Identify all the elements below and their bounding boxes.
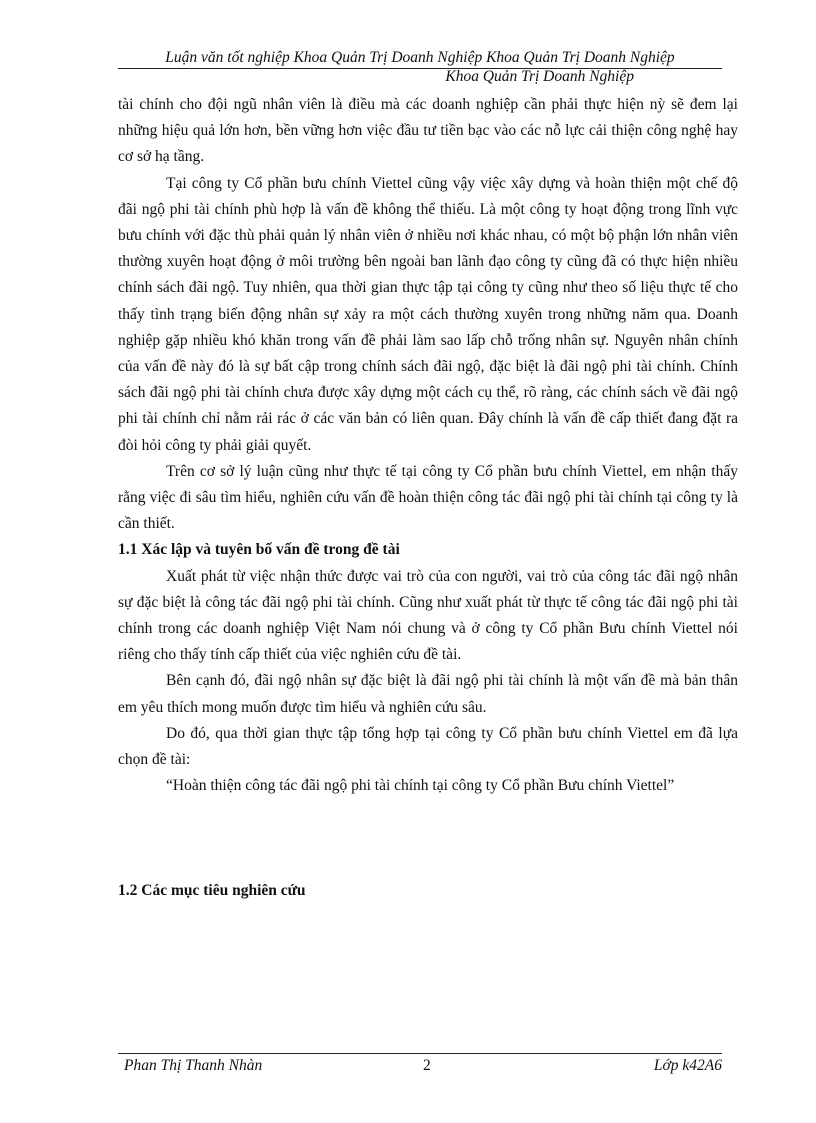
paragraph: Bên cạnh đó, đãi ngộ nhân sự đặc biệt là đãi ngộ phi tài chính là một vấn đề mà bản thân em yêu thích mong muốn được tìm hiểu và nghiên cứu sâu. — [118, 672, 738, 716]
thesis-title-quote: “Hoàn thiện công tác đãi ngộ phi tài chính tại công ty Cổ phần Bưu chính Viettel” — [166, 777, 675, 795]
paragraph: Xuất phát từ việc nhận thức được vai trò của con người, vai trò của công tác đãi ngộ nhân sự đặc biệt là công tác đãi ngộ phi tài chính. Cũng như xuất phát từ thực tế công tác đãi ngộ phi tài chính trong các doanh nghiệp Việt Nam nói chung và ở công ty Cổ phần Bưu chính Viettel nói riêng cho thấy tính cấp thiết của việc nghiên cứu đề tài. — [118, 567, 738, 664]
document-body — [118, 92, 738, 905]
header-line-2: Khoa Quản Trị Doanh Nghiệp — [445, 68, 634, 85]
footer-author: Phan Thị Thanh Nhàn — [124, 1057, 263, 1074]
page-number: 2 — [423, 1057, 431, 1074]
footer-class: Lớp k42A6 — [653, 1057, 722, 1074]
section-heading-1-1: 1.1 Xác lập và tuyên bố vấn đề trong đề tài — [118, 541, 400, 559]
paragraph: Do đó, qua thời gian thực tập tổng hợp tại công ty Cổ phần bưu chính Viettel em đã lựa chọn đề tài: — [118, 724, 738, 769]
paragraph-continued: tài chính cho đội ngũ nhân viên là điều mà các doanh nghiệp cần phải thực hiện nỳ sẽ đem lại những hiệu quả lớn hơn, bền vững hơn việc đầu tư tiền bạc vào các nỗ lực cải thiện công nghệ hay cơ sở hạ tầng. — [118, 96, 738, 166]
spacer — [118, 799, 738, 878]
header-line-1: Luận văn tốt nghiệp Khoa Quản Trị Doanh Nghiệp Khoa Quản Trị Doanh Nghiệp — [165, 49, 675, 66]
section-heading-1-2: 1.2 Các mục tiêu nghiên cứu — [118, 882, 306, 900]
header-rule — [118, 68, 722, 69]
footer-rule — [118, 1053, 722, 1054]
page-header — [118, 48, 722, 86]
paragraph: Trên cơ sở lý luận cũng như thực tế tại công ty Cổ phần bưu chính Viettel, em nhận thấy rằng việc đi sâu tìm hiểu, nghiên cứu vấn đề hoàn thiện công tác đãi ngộ phi tài chính tại công ty là cần thiết. — [118, 462, 738, 533]
paragraph: Tại công ty Cổ phần bưu chính Viettel cũng vậy việc xây dựng và hoàn thiện một chế độ đãi ngộ phi tài chính phù hợp là vấn đề không thể thiếu. Là một công ty hoạt động trong lĩnh vực bưu chính với đặc thù phải quản lý nhân viên ở nhiều nơi khác nhau, có một bộ phận lớn nhân viên thường xuyên hoạt động ở môi trường bên ngoài ban lãnh đạo công ty cũng đã có thực hiện nhiều chính sách đãi ngộ. Tuy nhiên, qua thời gian thực tập tại công ty cũng như theo số liệu thực tế cho thấy tình trạng biến động nhân sự xảy ra một cách thường xuyên trong những năm qua. Doanh nghiệp gặp nhiều khó khăn trong vấn đề phải làm sao lấp chỗ trống nhân sự. Nguyên nhân chính của vấn đề này đó là sự bất cập trong chính sách đãi ngộ, đặc biệt là đãi ngộ phi tài chính. Chính sách đãi ngộ phi tài chính chưa được xây dựng một cách cụ thể, rõ ràng, các chính sách về đãi ngộ phi tài chính chỉ nằm rải rác ở các văn bản có liên quan. Đây chính là vấn đề cấp thiết đang đặt ra đòi hỏi công ty phải giải quyết. — [118, 174, 738, 454]
